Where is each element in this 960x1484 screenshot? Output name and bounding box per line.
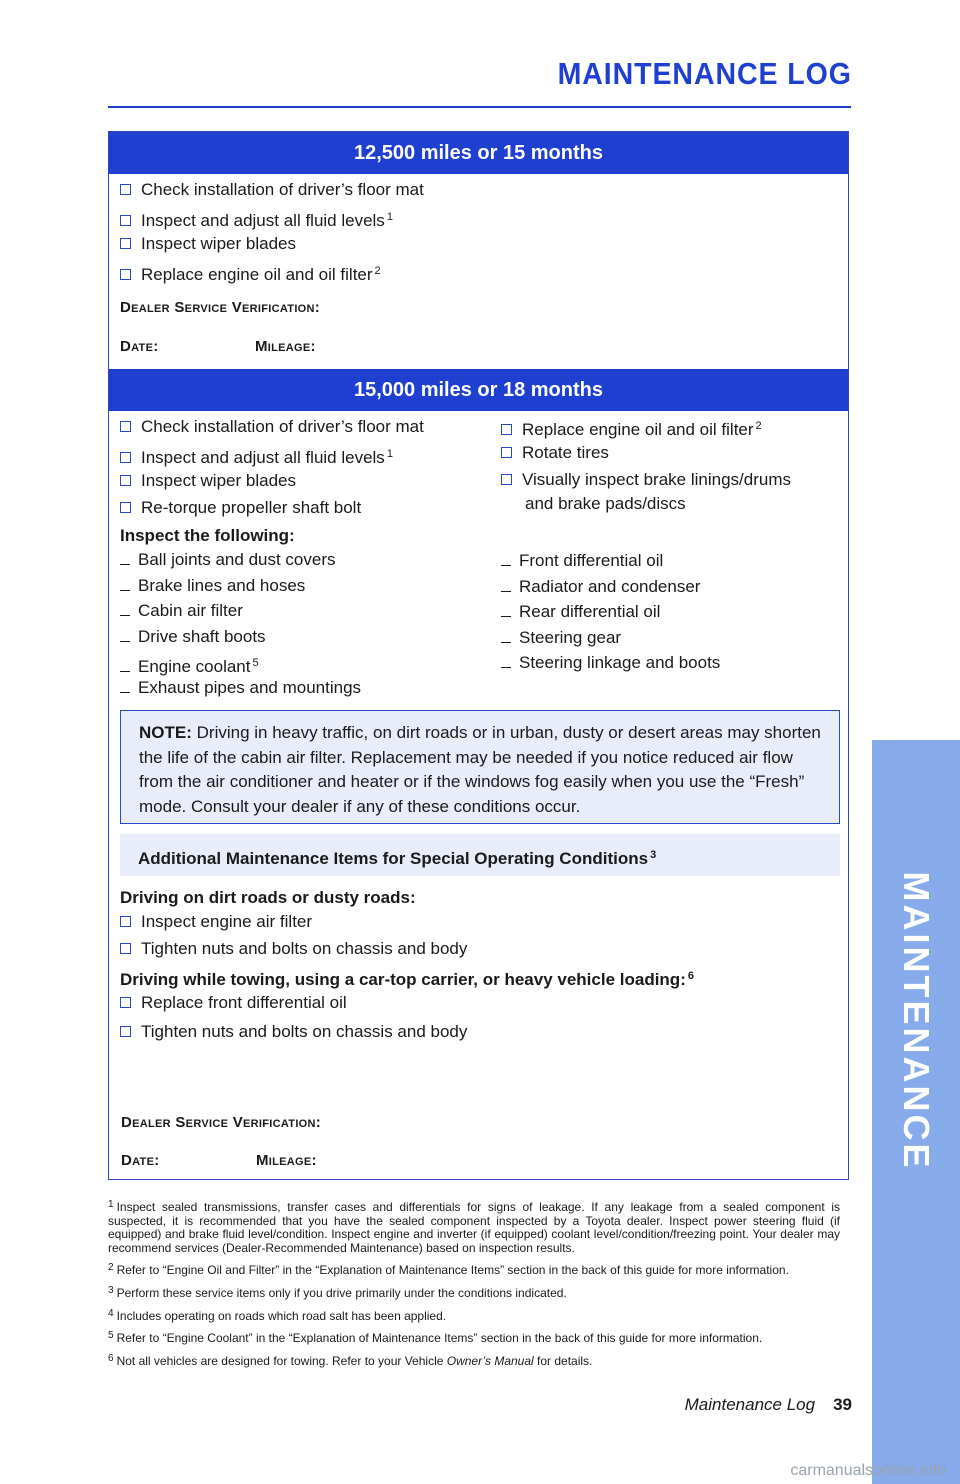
watermark: carmanualsonline.info xyxy=(790,1462,946,1479)
inspect-item: Steering gear xyxy=(501,628,621,648)
checkbox[interactable] xyxy=(120,421,131,432)
dealer-verification-label: Dealer Service Verification: xyxy=(121,1114,322,1131)
checklist-item[interactable]: Replace engine oil and oil filter $^2$ xyxy=(120,261,381,285)
dash xyxy=(501,565,511,566)
dash xyxy=(501,667,511,668)
checkbox[interactable] xyxy=(501,447,512,458)
checkbox[interactable] xyxy=(120,1026,131,1037)
section-heading-12500: 12,500 miles or 15 months xyxy=(109,132,848,174)
checkbox[interactable] xyxy=(501,424,512,435)
footnote: $^3$ Perform these service items only if you drive primarily under the conditions indicated. xyxy=(108,1284,567,1300)
checkbox[interactable] xyxy=(120,475,131,486)
dash xyxy=(501,616,511,617)
checklist-item[interactable]: Inspect wiper blades xyxy=(120,234,296,254)
inspect-item: Exhaust pipes and mountings xyxy=(120,678,361,698)
checklist-item[interactable]: Inspect and adjust all fluid levels $^1$ xyxy=(120,444,393,468)
inspect-item: Rear differential oil xyxy=(501,602,660,622)
dash xyxy=(120,615,130,616)
mileage-label: Mileage: xyxy=(255,338,316,355)
footnotes xyxy=(108,1198,840,1374)
checklist-item[interactable]: Rotate tires xyxy=(501,443,609,463)
checklist-item[interactable]: Inspect wiper blades xyxy=(120,471,296,491)
checklist-item[interactable]: Check installation of driver’s floor mat xyxy=(120,180,424,200)
inspect-item: Steering linkage and boots xyxy=(501,653,720,673)
checklist-item[interactable]: Replace engine oil and oil filter $^2$ xyxy=(501,416,762,440)
checkbox[interactable] xyxy=(120,215,131,226)
note-box xyxy=(120,710,840,824)
dash xyxy=(120,671,130,672)
towing-heading: Driving while towing, using a car-top carrier, or heavy vehicle loading: $^6$ xyxy=(120,970,694,989)
maintenance-log-box xyxy=(108,131,849,1180)
dash xyxy=(120,564,130,565)
additional-maintenance-heading: Additional Maintenance Items for Special Operating Conditions $^3$ xyxy=(120,834,840,876)
page-number: 39 xyxy=(833,1395,852,1414)
footnote: $^2$ Refer to “Engine Oil and Filter” in the “Explanation of Maintenance Items” section in the back of this guide for more information. xyxy=(108,1262,789,1278)
checklist-item[interactable]: Inspect engine air filter xyxy=(120,912,312,932)
dash xyxy=(120,641,130,642)
dash xyxy=(120,590,130,591)
checkbox[interactable] xyxy=(120,502,131,513)
checkbox[interactable] xyxy=(120,916,131,927)
dirt-roads-heading: Driving on dirt roads or dusty roads: xyxy=(120,888,416,907)
checkbox[interactable] xyxy=(120,943,131,954)
checkbox[interactable] xyxy=(120,269,131,280)
dealer-verification-label: Dealer Service Verification: xyxy=(120,299,321,316)
inspect-item: Cabin air filter xyxy=(120,601,243,621)
page-footer xyxy=(685,1395,852,1415)
checkbox[interactable] xyxy=(120,452,131,463)
checkbox[interactable] xyxy=(120,184,131,195)
side-tab-label: MAINTENANCE xyxy=(896,871,937,1171)
inspect-item: Radiator and condenser xyxy=(501,577,700,597)
checkbox[interactable] xyxy=(120,997,131,1008)
date-label: Date: xyxy=(120,338,159,355)
page-title: MAINTENANCE LOG xyxy=(557,56,852,91)
inspect-heading: Inspect the following: xyxy=(120,526,295,545)
checklist-item[interactable]: Tighten nuts and bolts on chassis and body xyxy=(120,1022,467,1042)
checklist-item[interactable]: Visually inspect brake linings/drums xyxy=(501,470,791,490)
dash xyxy=(501,591,511,592)
checklist-item[interactable]: Inspect and adjust all fluid levels $^1$ xyxy=(120,207,393,231)
inspect-item: Front differential oil xyxy=(501,551,663,571)
footnote: $^1$ Inspect sealed transmissions, transfer cases and differentials for signs of leakage. If any leakage from a sealed component is suspected, it is recommended that you have the sealed component inspected by a Toyota dealer. Inspect power steering fluid (if equipped) and brake fluid level/condition. Inspect engine and inverter (if equipped) coolant level/condition/freezing point. Your dealer may recommend services (Dealer-Recommended Maintenance) based on inspection results. xyxy=(108,1199,840,1255)
title-rule xyxy=(108,106,851,108)
checkbox[interactable] xyxy=(120,238,131,249)
checklist-item[interactable]: Check installation of driver’s floor mat xyxy=(120,417,424,437)
inspect-item: Drive shaft boots xyxy=(120,627,266,647)
dash xyxy=(120,692,130,693)
note-label: NOTE: xyxy=(139,723,192,742)
note-text: Driving in heavy traffic, on dirt roads or in urban, dusty or desert areas may shorten the life of the cabin air filter. Replacement may be needed if you notice reduced air flow from the air conditioner and heater or if the windows fog easily when you use the “Fresh” mode. Consult your dealer if any of these conditions occur. xyxy=(139,723,821,816)
section-heading-15000: 15,000 miles or 18 months xyxy=(109,369,848,411)
footnote: $^6$ Not all vehicles are designed for towing. Refer to your Vehicle Owner’s Manual for details. xyxy=(108,1352,593,1368)
side-tab xyxy=(872,740,960,1484)
inspect-item: Ball joints and dust covers xyxy=(120,550,336,570)
checklist-item[interactable]: Replace front differential oil xyxy=(120,993,347,1013)
checklist-item[interactable]: Tighten nuts and bolts on chassis and body xyxy=(120,939,467,959)
inspect-item: Brake lines and hoses xyxy=(120,576,305,596)
date-label: Date: xyxy=(121,1152,160,1169)
footnote: $^4$ Includes operating on roads which road salt has been applied. xyxy=(108,1307,447,1323)
mileage-label: Mileage: xyxy=(256,1152,317,1169)
checklist-item-continuation: and brake pads/discs xyxy=(525,494,686,513)
checkbox[interactable] xyxy=(501,474,512,485)
inspect-item: Engine coolant $^5$ xyxy=(120,653,259,677)
footnote: $^5$ Refer to “Engine Coolant” in the “Explanation of Maintenance Items” section in the back of this guide for more information. xyxy=(108,1330,763,1346)
dash xyxy=(501,642,511,643)
footer-section-name: Maintenance Log xyxy=(684,1395,816,1414)
checklist-item[interactable]: Re-torque propeller shaft bolt xyxy=(120,498,361,518)
